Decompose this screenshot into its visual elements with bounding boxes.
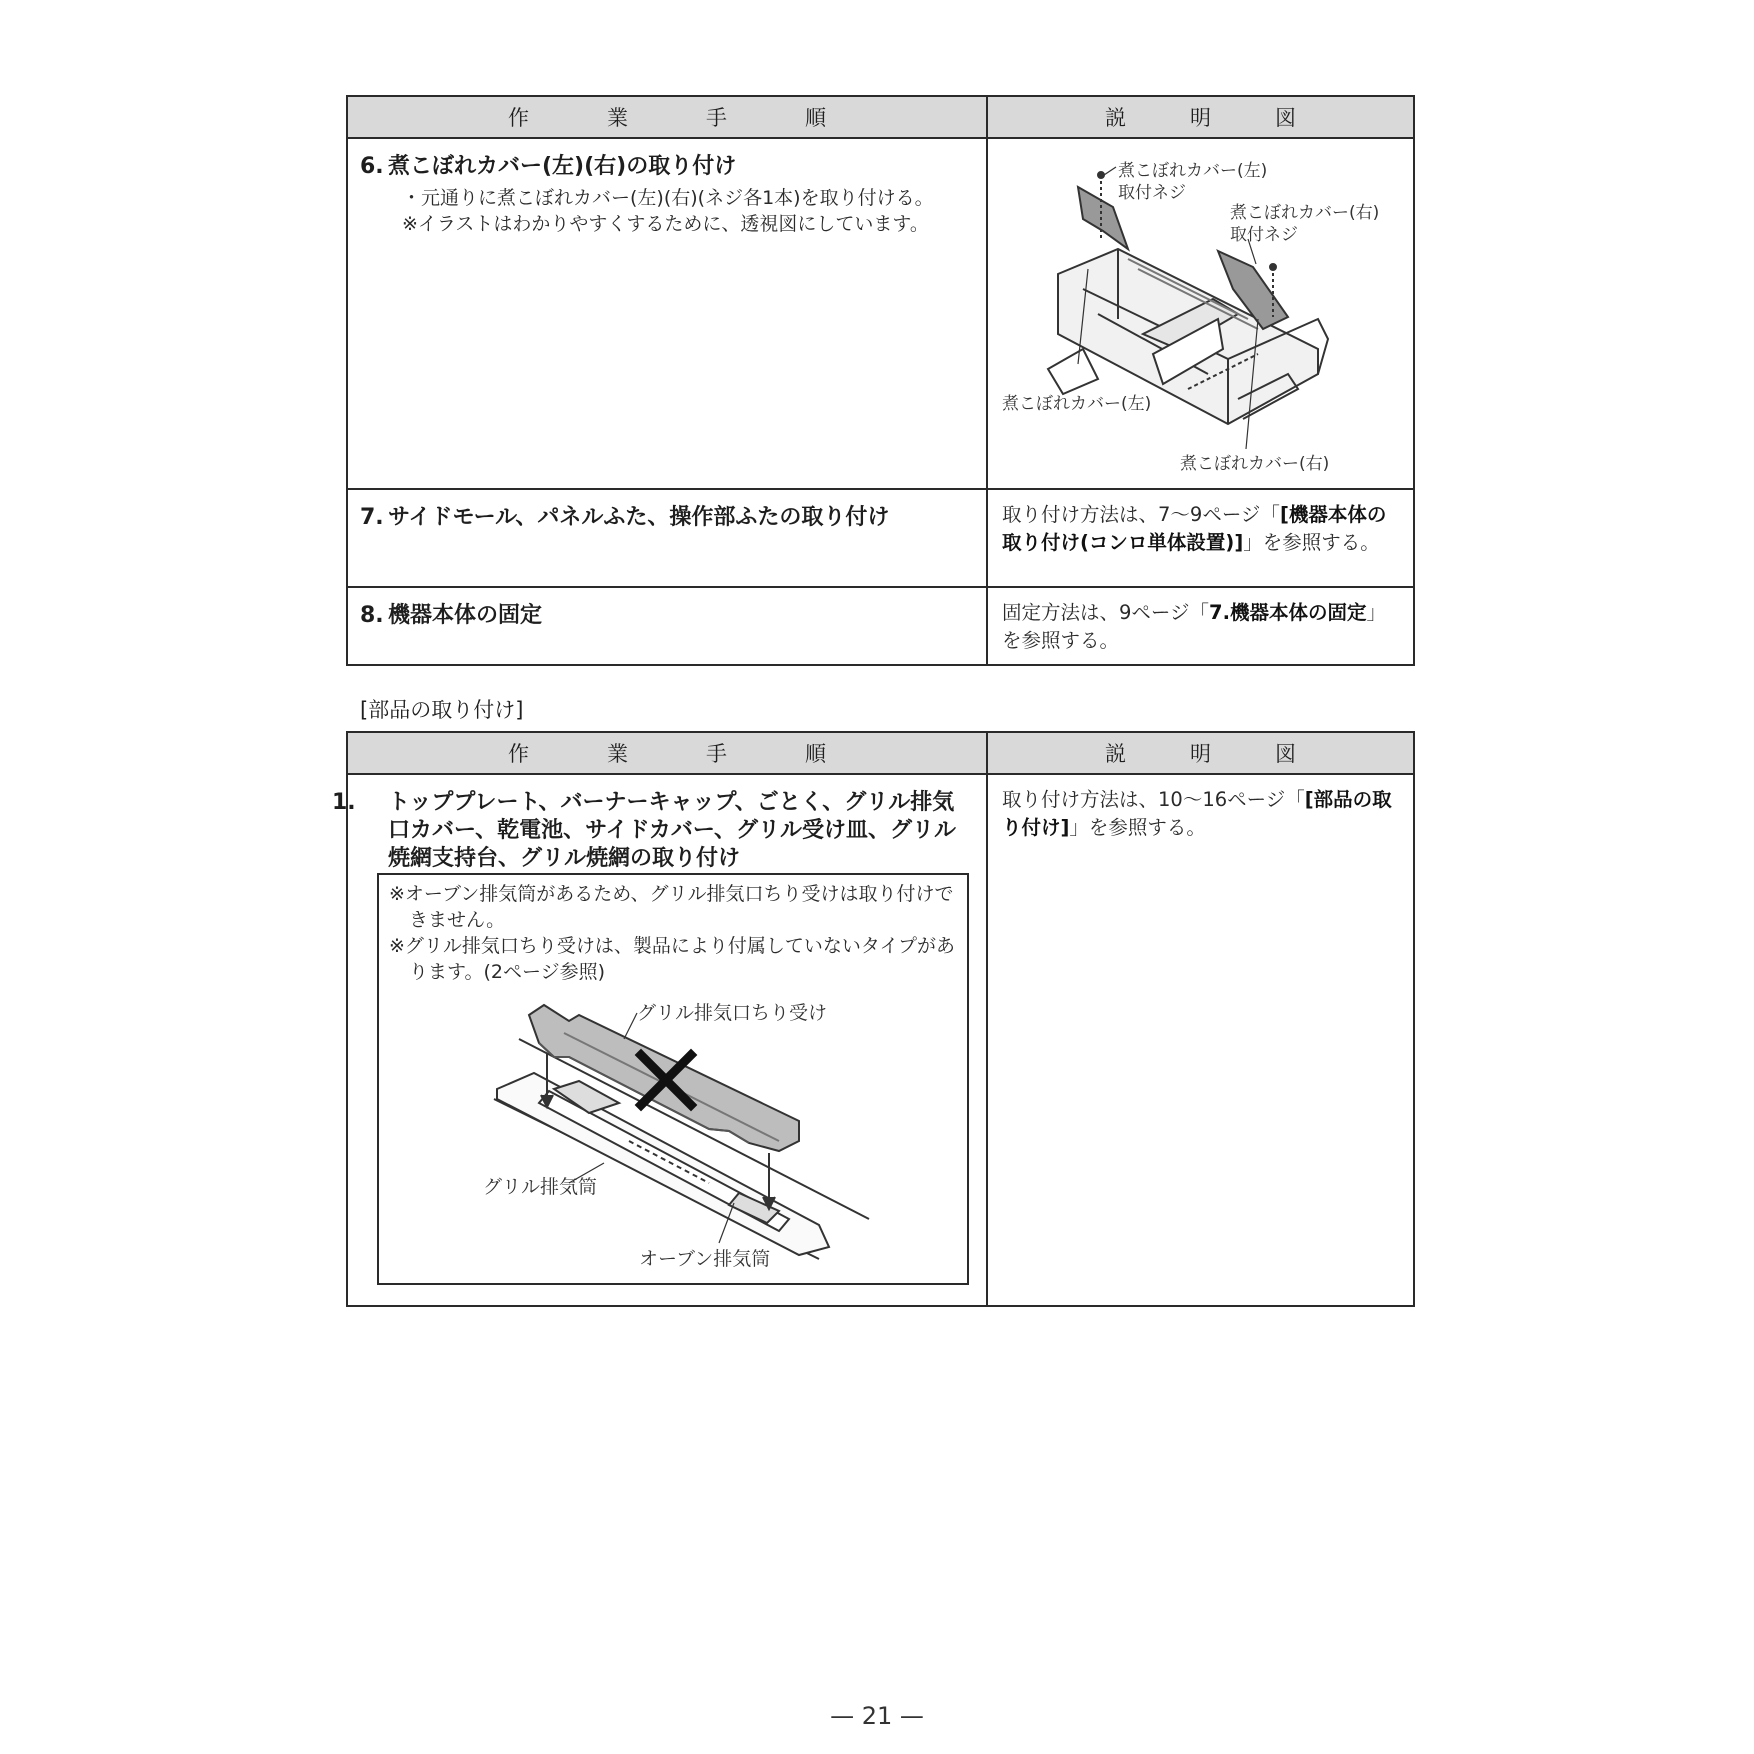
header-work-steps-2: 作 業 手 順	[347, 732, 987, 774]
step-6-bullet: ・元通りに煮こぼれカバー(左)(右)(ネジ各1本)を取り付ける。	[402, 187, 934, 209]
header-work-steps: 作 業 手 順	[347, 96, 987, 138]
label-oven-exhaust: オーブン排気筒	[639, 1248, 771, 1270]
label-left-cover: 煮こぼれカバー(左)	[1002, 394, 1152, 414]
label-right-cover: 煮こぼれカバー(右)	[1180, 454, 1330, 474]
dust-catcher-diagram	[379, 993, 967, 1283]
work-procedure-table-1	[346, 95, 1415, 666]
label-grill-exhaust: グリル排気筒	[483, 1176, 598, 1198]
label-dust-catcher: グリル排気口ちり受け	[637, 1002, 828, 1024]
step-6-title: 6. 煮こぼれカバー(左)(右)の取り付け	[360, 154, 737, 179]
step-7-reference: 取り付け方法は、7〜9ページ「[機器本体の取り付け(コンロ単体設置)]」を参照する。	[1002, 503, 1387, 554]
section-title: [部品の取り付け]	[360, 698, 524, 722]
parts-step-1-title: 1. トッププレート、バーナーキャップ、ごとく、グリル排気口カバー、乾電池、サイドカバー、グリル受け皿、グリル焼網支持台、グリル焼網の取り付け	[332, 790, 957, 871]
step-8-title: 8. 機器本体の固定	[360, 603, 543, 628]
step-7-title: 7. サイドモール、パネルふた、操作部ふたの取り付け	[360, 505, 890, 530]
header-diagram-2: 説 明 図	[987, 732, 1414, 774]
page-number: — 21 —	[830, 1702, 924, 1730]
note-box	[377, 873, 969, 1285]
row-step-6	[347, 138, 1414, 489]
parts-step-1-reference: 取り付け方法は、10〜16ページ「[部品の取り付け]」を参照する。	[1002, 788, 1392, 839]
row-step-8	[347, 587, 1414, 665]
step-6-note: ※イラストはわかりやすくするために、透視図にしています。	[402, 213, 929, 235]
header-diagram: 説 明 図	[987, 96, 1414, 138]
label-left-screw-2: 取付ネジ	[1118, 183, 1186, 203]
note-2: ※グリル排気口ちり受けは、製品により付属していないタイプがあります。(2ページ参照)	[389, 935, 955, 983]
step-8-reference: 固定方法は、9ページ「7.機器本体の固定」を参照する。	[1002, 601, 1387, 652]
cover-installation-diagram	[988, 139, 1413, 488]
label-right-screw-1: 煮こぼれカバー(右)	[1230, 203, 1380, 223]
row-step-7	[347, 489, 1414, 587]
label-right-screw-2: 取付ネジ	[1230, 225, 1298, 245]
label-left-screw-1: 煮こぼれカバー(左)	[1118, 161, 1268, 181]
note-1: ※オーブン排気筒があるため、グリル排気口ちり受けは取り付けできません。	[389, 883, 954, 931]
